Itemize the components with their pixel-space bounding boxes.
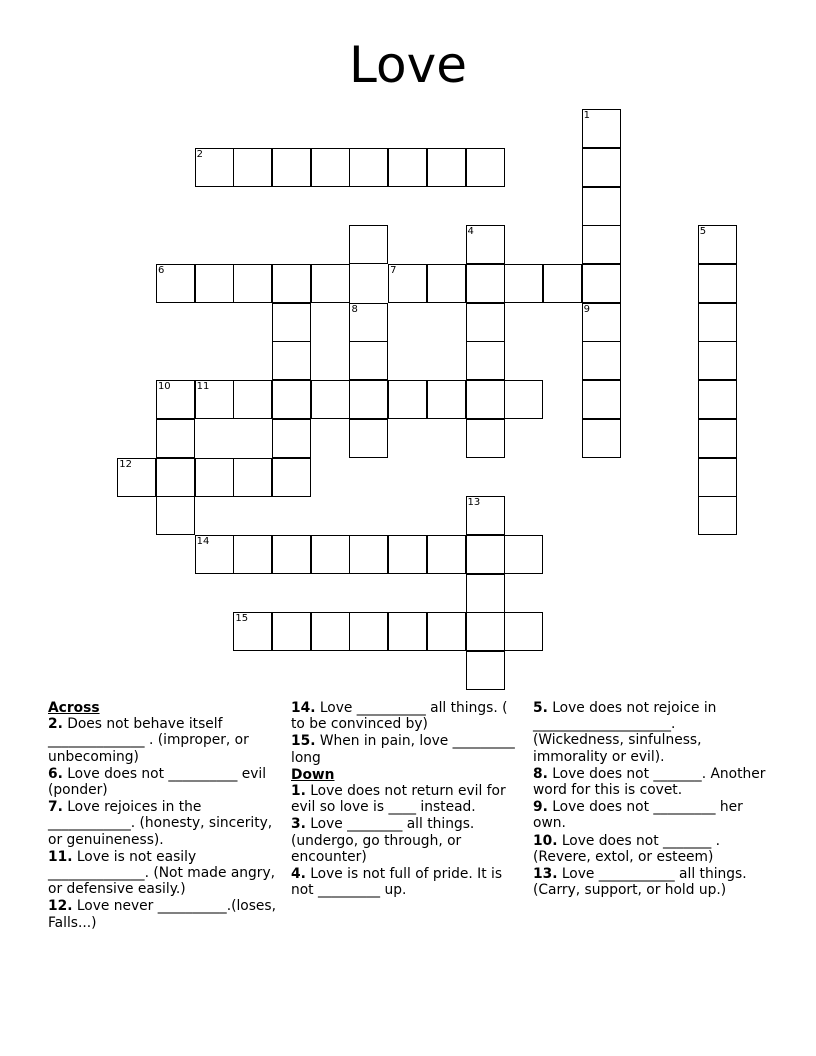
- grid-cell[interactable]: [427, 264, 466, 303]
- grid-cell[interactable]: [311, 148, 350, 187]
- grid-cell[interactable]: [388, 612, 427, 651]
- grid-cell[interactable]: [427, 148, 466, 187]
- clue-text: Love never __________.(loses, Falls...): [48, 898, 276, 931]
- grid-cell[interactable]: [698, 380, 737, 419]
- grid-cell[interactable]: [698, 458, 737, 497]
- grid-cell[interactable]: [582, 303, 621, 342]
- grid-cell[interactable]: [388, 148, 427, 187]
- cell-number: 15: [235, 613, 249, 625]
- grid-cell[interactable]: [349, 225, 388, 264]
- clue-item: [291, 816, 523, 865]
- cell-number: 2: [196, 148, 204, 160]
- clue-text: Love does not __________ evil (ponder): [48, 765, 267, 799]
- clue-number: 7.: [48, 799, 63, 816]
- cell-number: 6: [157, 265, 165, 277]
- grid-cell[interactable]: [195, 148, 234, 187]
- across-clue-list-continued: [291, 700, 523, 766]
- clues-column-1: [48, 700, 280, 932]
- cell-number: 11: [196, 381, 210, 393]
- grid-cell[interactable]: [195, 380, 234, 419]
- clue-text: Love ___________ all things. (Carry, support, or hold up.): [533, 866, 747, 899]
- grid-cell[interactable]: [582, 148, 621, 187]
- grid-cell[interactable]: [272, 535, 311, 574]
- clue-number: 3.: [291, 816, 306, 833]
- grid-cell[interactable]: [349, 303, 388, 342]
- grid-cell[interactable]: [195, 535, 234, 574]
- clue-number: 9.: [533, 799, 548, 816]
- cell-number: 9: [583, 303, 591, 315]
- clue-text: Does not behave itself ______________ . (improper, or unbecoming): [48, 716, 249, 765]
- clue-number: 2.: [48, 716, 63, 733]
- grid-cell[interactable]: [582, 187, 621, 226]
- grid-cell[interactable]: [582, 264, 621, 303]
- puzzle-title: Love: [349, 36, 467, 94]
- grid-cell[interactable]: [582, 419, 621, 458]
- clue-item: [533, 700, 769, 765]
- clue-text: Love __________ all things. ( to be convinced by): [291, 700, 508, 733]
- clue-number: 11.: [48, 848, 73, 865]
- grid-cell[interactable]: [156, 419, 195, 458]
- grid-cell[interactable]: [156, 458, 195, 497]
- grid-cell[interactable]: [543, 264, 582, 303]
- grid-cell[interactable]: [466, 574, 505, 613]
- clue-item: [533, 766, 769, 798]
- clue-item: [291, 700, 523, 732]
- grid-cell[interactable]: [349, 612, 388, 651]
- clues-column-2: [291, 700, 523, 899]
- clue-text: Love does not _______ . (Revere, extol, or esteem): [533, 832, 721, 865]
- clue-item: [48, 716, 280, 765]
- grid-cell[interactable]: [272, 458, 311, 497]
- grid-cell[interactable]: [466, 225, 505, 264]
- clue-text: Love does not _______. Another word for this is covet.: [533, 765, 766, 799]
- grid-cell[interactable]: [156, 264, 195, 303]
- grid-cell[interactable]: [272, 148, 311, 187]
- clue-item: [48, 849, 280, 898]
- grid-cell[interactable]: [272, 341, 311, 380]
- clue-item: [291, 866, 523, 898]
- grid-cell[interactable]: [233, 458, 272, 497]
- grid-cell[interactable]: [272, 419, 311, 458]
- grid-cell[interactable]: [233, 612, 272, 651]
- cell-number: 4: [467, 226, 474, 238]
- grid-cell[interactable]: [466, 612, 505, 651]
- grid-cell[interactable]: [233, 380, 272, 419]
- grid-cell[interactable]: [349, 148, 388, 187]
- clue-text: Love does not rejoice in ____________________. (Wickedness, sinfulness, immorality or evil).: [533, 700, 717, 765]
- clue-text: Love ________ all things. (undergo, go through, or encounter): [291, 816, 475, 865]
- grid-cell[interactable]: [698, 496, 737, 535]
- grid-cell[interactable]: [466, 496, 505, 535]
- down-clue-list: [291, 783, 523, 898]
- clue-number: 13.: [533, 866, 558, 883]
- grid-cell[interactable]: [466, 651, 505, 690]
- cell-number: 5: [699, 226, 707, 238]
- grid-cell[interactable]: [349, 419, 388, 458]
- grid-cell[interactable]: [466, 341, 505, 380]
- clue-number: 1.: [291, 783, 306, 800]
- grid-cell[interactable]: [466, 303, 505, 342]
- clue-text: When in pain, love _________ long: [291, 733, 515, 766]
- grid-cell[interactable]: [427, 612, 466, 651]
- clue-text: Love is not easily ______________. (Not made angry, or defensive easily.): [48, 848, 275, 898]
- clue-text: Love does not _________ her own.: [533, 799, 743, 832]
- grid-cell[interactable]: [156, 496, 195, 535]
- grid-cell[interactable]: [195, 458, 234, 497]
- grid-cell[interactable]: [504, 380, 543, 419]
- grid-cell[interactable]: [698, 303, 737, 342]
- grid-cell[interactable]: [388, 264, 427, 303]
- down-header: Down: [291, 766, 335, 783]
- grid-cell[interactable]: [156, 380, 195, 419]
- across-clue-list: [48, 716, 280, 931]
- clue-text: Love does not return evil for evil so love is ____ instead.: [291, 783, 506, 816]
- cell-number: 14: [196, 535, 210, 547]
- grid-cell[interactable]: [582, 341, 621, 380]
- cell-number: 10: [157, 381, 171, 393]
- grid-cell[interactable]: [427, 535, 466, 574]
- cell-number: 12: [119, 458, 132, 470]
- grid-cell[interactable]: [504, 535, 543, 574]
- grid-cell[interactable]: [388, 380, 427, 419]
- grid-cell[interactable]: [582, 225, 621, 264]
- grid-cell[interactable]: [311, 535, 350, 574]
- clue-item: [48, 799, 280, 848]
- clue-item: [291, 783, 523, 815]
- grid-cell[interactable]: [582, 109, 621, 148]
- clue-item: [48, 898, 280, 930]
- grid-cell[interactable]: [349, 380, 388, 419]
- grid-cell[interactable]: [466, 380, 505, 419]
- cell-number: 7: [390, 265, 397, 277]
- clue-number: 10.: [533, 832, 558, 849]
- grid-cell[interactable]: [427, 380, 466, 419]
- grid-cell[interactable]: [272, 612, 311, 651]
- clue-item: [48, 766, 280, 798]
- grid-cell[interactable]: [466, 419, 505, 458]
- grid-cell[interactable]: [233, 264, 272, 303]
- grid-cell[interactable]: [582, 380, 621, 419]
- grid-cell[interactable]: [233, 535, 272, 574]
- grid-cell[interactable]: [311, 612, 350, 651]
- cell-number: 13: [467, 497, 481, 509]
- grid-cell[interactable]: [272, 380, 311, 419]
- clue-number: 12.: [48, 898, 73, 915]
- grid-cell[interactable]: [466, 148, 505, 187]
- grid-cell[interactable]: [349, 535, 388, 574]
- cell-number: 1: [583, 110, 591, 122]
- clue-text: Love is not full of pride. It is not _________ up.: [291, 866, 503, 899]
- grid-cell[interactable]: [117, 458, 156, 497]
- grid-cell[interactable]: [195, 264, 234, 303]
- clue-number: 14.: [291, 700, 316, 716]
- clue-number: 4.: [291, 866, 306, 883]
- clue-number: 6.: [48, 765, 63, 782]
- down-clue-list-continued: [533, 700, 769, 898]
- grid-cell[interactable]: [504, 264, 543, 303]
- across-header: Across: [48, 700, 100, 716]
- grid-cell[interactable]: [272, 264, 311, 303]
- cell-number: 8: [351, 303, 358, 315]
- grid-cell[interactable]: [698, 264, 737, 303]
- clue-number: 15.: [291, 733, 316, 750]
- clue-number: 5.: [533, 700, 548, 716]
- grid-cell[interactable]: [504, 612, 543, 651]
- clues-column-3: [533, 700, 769, 899]
- clue-item: [533, 833, 769, 865]
- grid-cell[interactable]: [311, 380, 350, 419]
- clue-item: [291, 733, 523, 765]
- grid-cell[interactable]: [349, 341, 388, 380]
- clue-item: [533, 799, 769, 831]
- grid-cell[interactable]: [466, 264, 505, 303]
- clue-item: [533, 866, 769, 898]
- grid-cell[interactable]: [233, 148, 272, 187]
- clue-number: 8.: [533, 765, 548, 782]
- grid-cell[interactable]: [698, 419, 737, 458]
- grid-cell[interactable]: [466, 535, 505, 574]
- grid-cell[interactable]: [698, 341, 737, 380]
- grid-cell[interactable]: [272, 303, 311, 342]
- clue-text: Love rejoices in the ____________. (honesty, sincerity, or genuineness).: [48, 799, 273, 848]
- grid-cell[interactable]: [311, 264, 350, 303]
- grid-cell[interactable]: [388, 535, 427, 574]
- grid-cell[interactable]: [698, 225, 737, 264]
